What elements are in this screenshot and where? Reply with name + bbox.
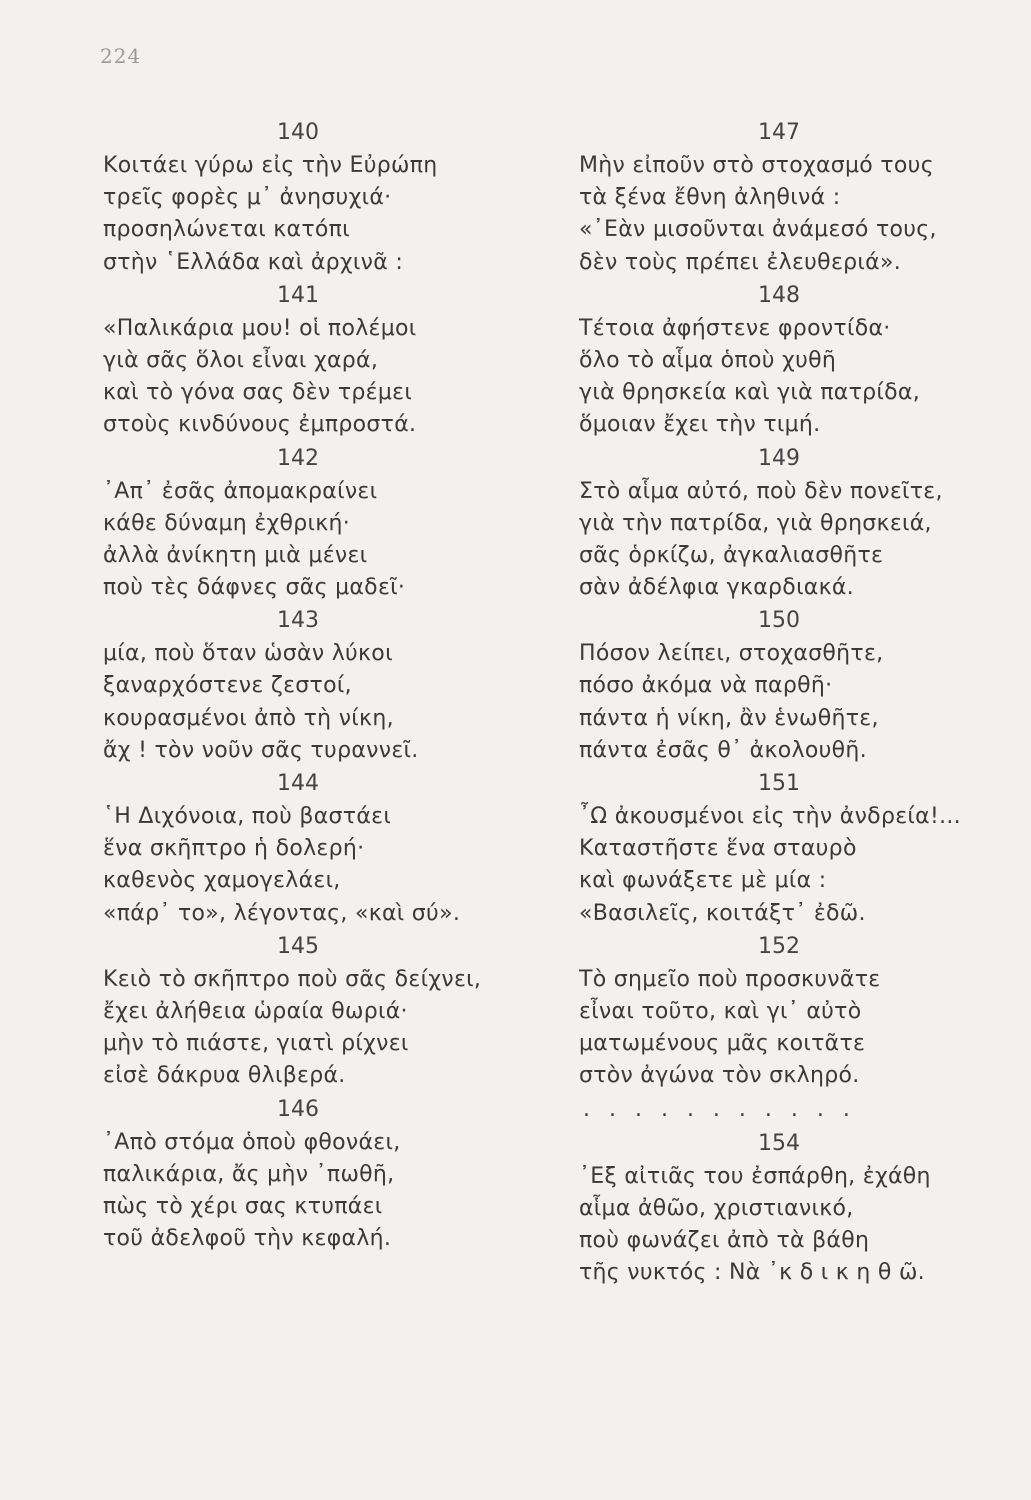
verse-line: ᾽Απ᾽ ἐσᾶς ἀπομακραίνει: [103, 478, 378, 504]
verse-line: καὶ τὸ γόνα σας δὲν τρέμει: [103, 380, 413, 406]
verse-line: μὴν τὸ πιάστε, γιατὶ ρίχνει: [103, 1031, 409, 1057]
verse-line: γιὰ θρησκεία καὶ γιὰ πατρίδα,: [579, 380, 920, 406]
stanza-number: 154: [758, 1130, 800, 1156]
verse-line: «πάρ᾽ το», λέγοντας, «καὶ σύ».: [103, 900, 461, 926]
verse-line: Καταστῆστε ἕνα σταυρὸ: [579, 836, 857, 862]
stanza: [579, 767, 989, 930]
verse-line: εἶναι τοῦτο, καὶ γι᾽ αὐτὸ: [579, 998, 862, 1024]
verse-line: ᾽Εξ αἰτιᾶς του ἐσπάρθη, ἐχάθη: [579, 1163, 931, 1189]
verse-line: Τὸ σημεῖο ποὺ προσκυνᾶτε: [579, 966, 881, 992]
left-column: [103, 116, 503, 1255]
stanza-number: 140: [277, 120, 319, 145]
verse-line: ποὺ τὲς δάφνες σᾶς μαδεῖ·: [103, 575, 406, 601]
stanza: [579, 279, 989, 442]
verse-line: γιὰ τὴν πατρίδα, γιὰ θρησκειά,: [579, 510, 932, 536]
verse-line: Μὴν εἰποῦν στὸ στοχασμό τους: [579, 153, 934, 178]
verse-line: ἔχει ἀλήθεια ὡραία θωριά·: [103, 998, 408, 1024]
verse-line: «Παλικάρια μου! οἱ πολέμοι: [103, 315, 417, 341]
verse-line: καὶ φωνάξετε μὲ μία :: [579, 868, 827, 894]
verse-line: τὰ ξένα ἔθνη ἀληθινά :: [579, 185, 841, 211]
verse-line: πάντα ἐσᾶς θ᾽ ἀκολουθῆ.: [579, 737, 867, 763]
stanza-number: 150: [758, 608, 800, 634]
verse-line: ξαναρχόστενε ζεστοί,: [103, 673, 352, 699]
stanza: [579, 442, 989, 605]
verse-line: κουρασμένοι ἀπὸ τὴ νίκη,: [103, 705, 394, 731]
stanza-number: 145: [277, 933, 319, 959]
verse-line: ῏Ω ἀκουσμένοι εἰς τὴν ἀνδρεία!...: [579, 804, 961, 829]
verse-line: δὲν τοὺς πρέπει ἐλευθεριά».: [579, 249, 901, 275]
verse-line: πόσο ἀκόμα νὰ παρθῆ·: [579, 673, 833, 699]
verse-line: ἕνα σκῆπτρο ἡ δολερή·: [103, 836, 365, 862]
verse-line: ᾽Απὸ στόμα ὁποὺ φθονάει,: [103, 1129, 401, 1155]
stanza-number: 148: [758, 282, 800, 308]
verse-line: εἰσὲ δάκρυα θλιβερά.: [103, 1063, 346, 1089]
verse-line: σὰν ἀδέλφια γκαρδιακά.: [579, 575, 854, 601]
verse-line: ματωμένους μᾶς κοιτᾶτε: [579, 1031, 866, 1057]
stanza: [579, 116, 989, 279]
verse-line: ὅλο τὸ αἷμα ὁποὺ χυθῆ: [579, 347, 837, 373]
verse-line: σᾶς ὁρκίζω, ἀγκαλιασθῆτε: [579, 542, 884, 568]
verse-line: στὴν ῾Ελλάδα καὶ ἀρχινᾶ :: [103, 249, 404, 275]
stanza-number: 152: [758, 933, 800, 959]
verse-line: καθενὸς χαμογελάει,: [103, 868, 341, 894]
verse-line: αἷμα ἀθῶο, χριστιανικό,: [579, 1195, 854, 1221]
verse-line: ποὺ φωνάζει ἀπὸ τὰ βάθη: [579, 1227, 870, 1253]
stanza: [579, 930, 989, 1093]
verse-line: «Βασιλεῖς, κοιτάξτ᾽ ἐδῶ.: [579, 900, 866, 926]
stanza-number: 146: [277, 1096, 319, 1122]
verse-line: Κειὸ τὸ σκῆπτρο ποὺ σᾶς δείχνει,: [103, 966, 482, 992]
verse-line: ῾Η Διχόνοια, ποὺ βαστάει: [103, 804, 392, 829]
verse-line: Κοιτάει γύρω εἰς τὴν Εὐρώπη: [103, 153, 438, 178]
stanza-number: 151: [758, 771, 800, 796]
stanza: [579, 1127, 989, 1290]
stanza-number: 144: [277, 771, 319, 796]
verse-line: Τέτοια ἀφήστενε φροντίδα·: [579, 315, 891, 341]
verse-line: στὸν ἀγώνα τὸν σκληρό.: [579, 1063, 860, 1089]
verse-line: προσηλώνεται κατόπι: [103, 217, 350, 243]
stanza-number: 147: [758, 120, 800, 145]
verse-line: ἀλλὰ ἀνίκητη μιὰ μένει: [103, 542, 368, 568]
verse-line: πάντα ἡ νίκη, ἂν ἑνωθῆτε,: [579, 705, 879, 731]
verse-line: πὼς τὸ χέρι σας κτυπάει: [103, 1193, 383, 1219]
verse-line: ὅμοιαν ἔχει τὴν τιμή.: [579, 412, 821, 438]
verse-line: ἄχ ! τὸν νοῦν σᾶς τυραννεῖ.: [103, 737, 419, 763]
stanza: [579, 1093, 989, 1127]
stanza: [103, 442, 503, 605]
verse-line: «᾽Εὰν μισοῦνται ἀνάμεσό τους,: [579, 217, 937, 243]
right-column: [579, 116, 989, 1289]
stanza: [103, 279, 503, 442]
verse-line: Στὸ αἷμα αὐτό, ποὺ δὲν πονεῖτε,: [579, 478, 943, 504]
ellipsis-row: . . . . . . . . . . .: [583, 1096, 856, 1122]
verse-line: τρεῖς φορὲς μ᾽ ἀνησυχιά·: [103, 185, 392, 211]
stanza: [103, 767, 503, 930]
stanza-number: 141: [277, 282, 319, 308]
page-number: 224: [100, 44, 142, 68]
stanza: [103, 1093, 503, 1256]
verse-line: στοὺς κινδύνους ἐμπροστά.: [103, 412, 417, 438]
verse-line: μία, ποὺ ὅταν ὡσὰν λύκοι: [103, 641, 393, 667]
stanza-number: 142: [277, 445, 319, 471]
stanza-number: 149: [758, 445, 800, 471]
verse-line: παλικάρια, ἄς μὴν ᾽πωθῆ,: [103, 1161, 395, 1187]
verse-line: τῆς νυκτός : Νὰ ᾽κ δ ι κ η θ ῶ.: [579, 1260, 925, 1286]
stanza: [579, 604, 989, 767]
verse-line: κάθε δύναμη ἐχθρική·: [103, 510, 351, 536]
verse-line: τοῦ ἀδελφοῦ τὴν κεφαλή.: [103, 1226, 392, 1252]
stanza-number: 143: [277, 608, 319, 634]
stanza: [103, 116, 503, 279]
stanza: [103, 604, 503, 767]
verse-line: Πόσον λείπει, στοχασθῆτε,: [579, 641, 884, 667]
stanza: [103, 930, 503, 1093]
verse-line: γιὰ σᾶς ὅλοι εἶναι χαρά,: [103, 347, 379, 373]
